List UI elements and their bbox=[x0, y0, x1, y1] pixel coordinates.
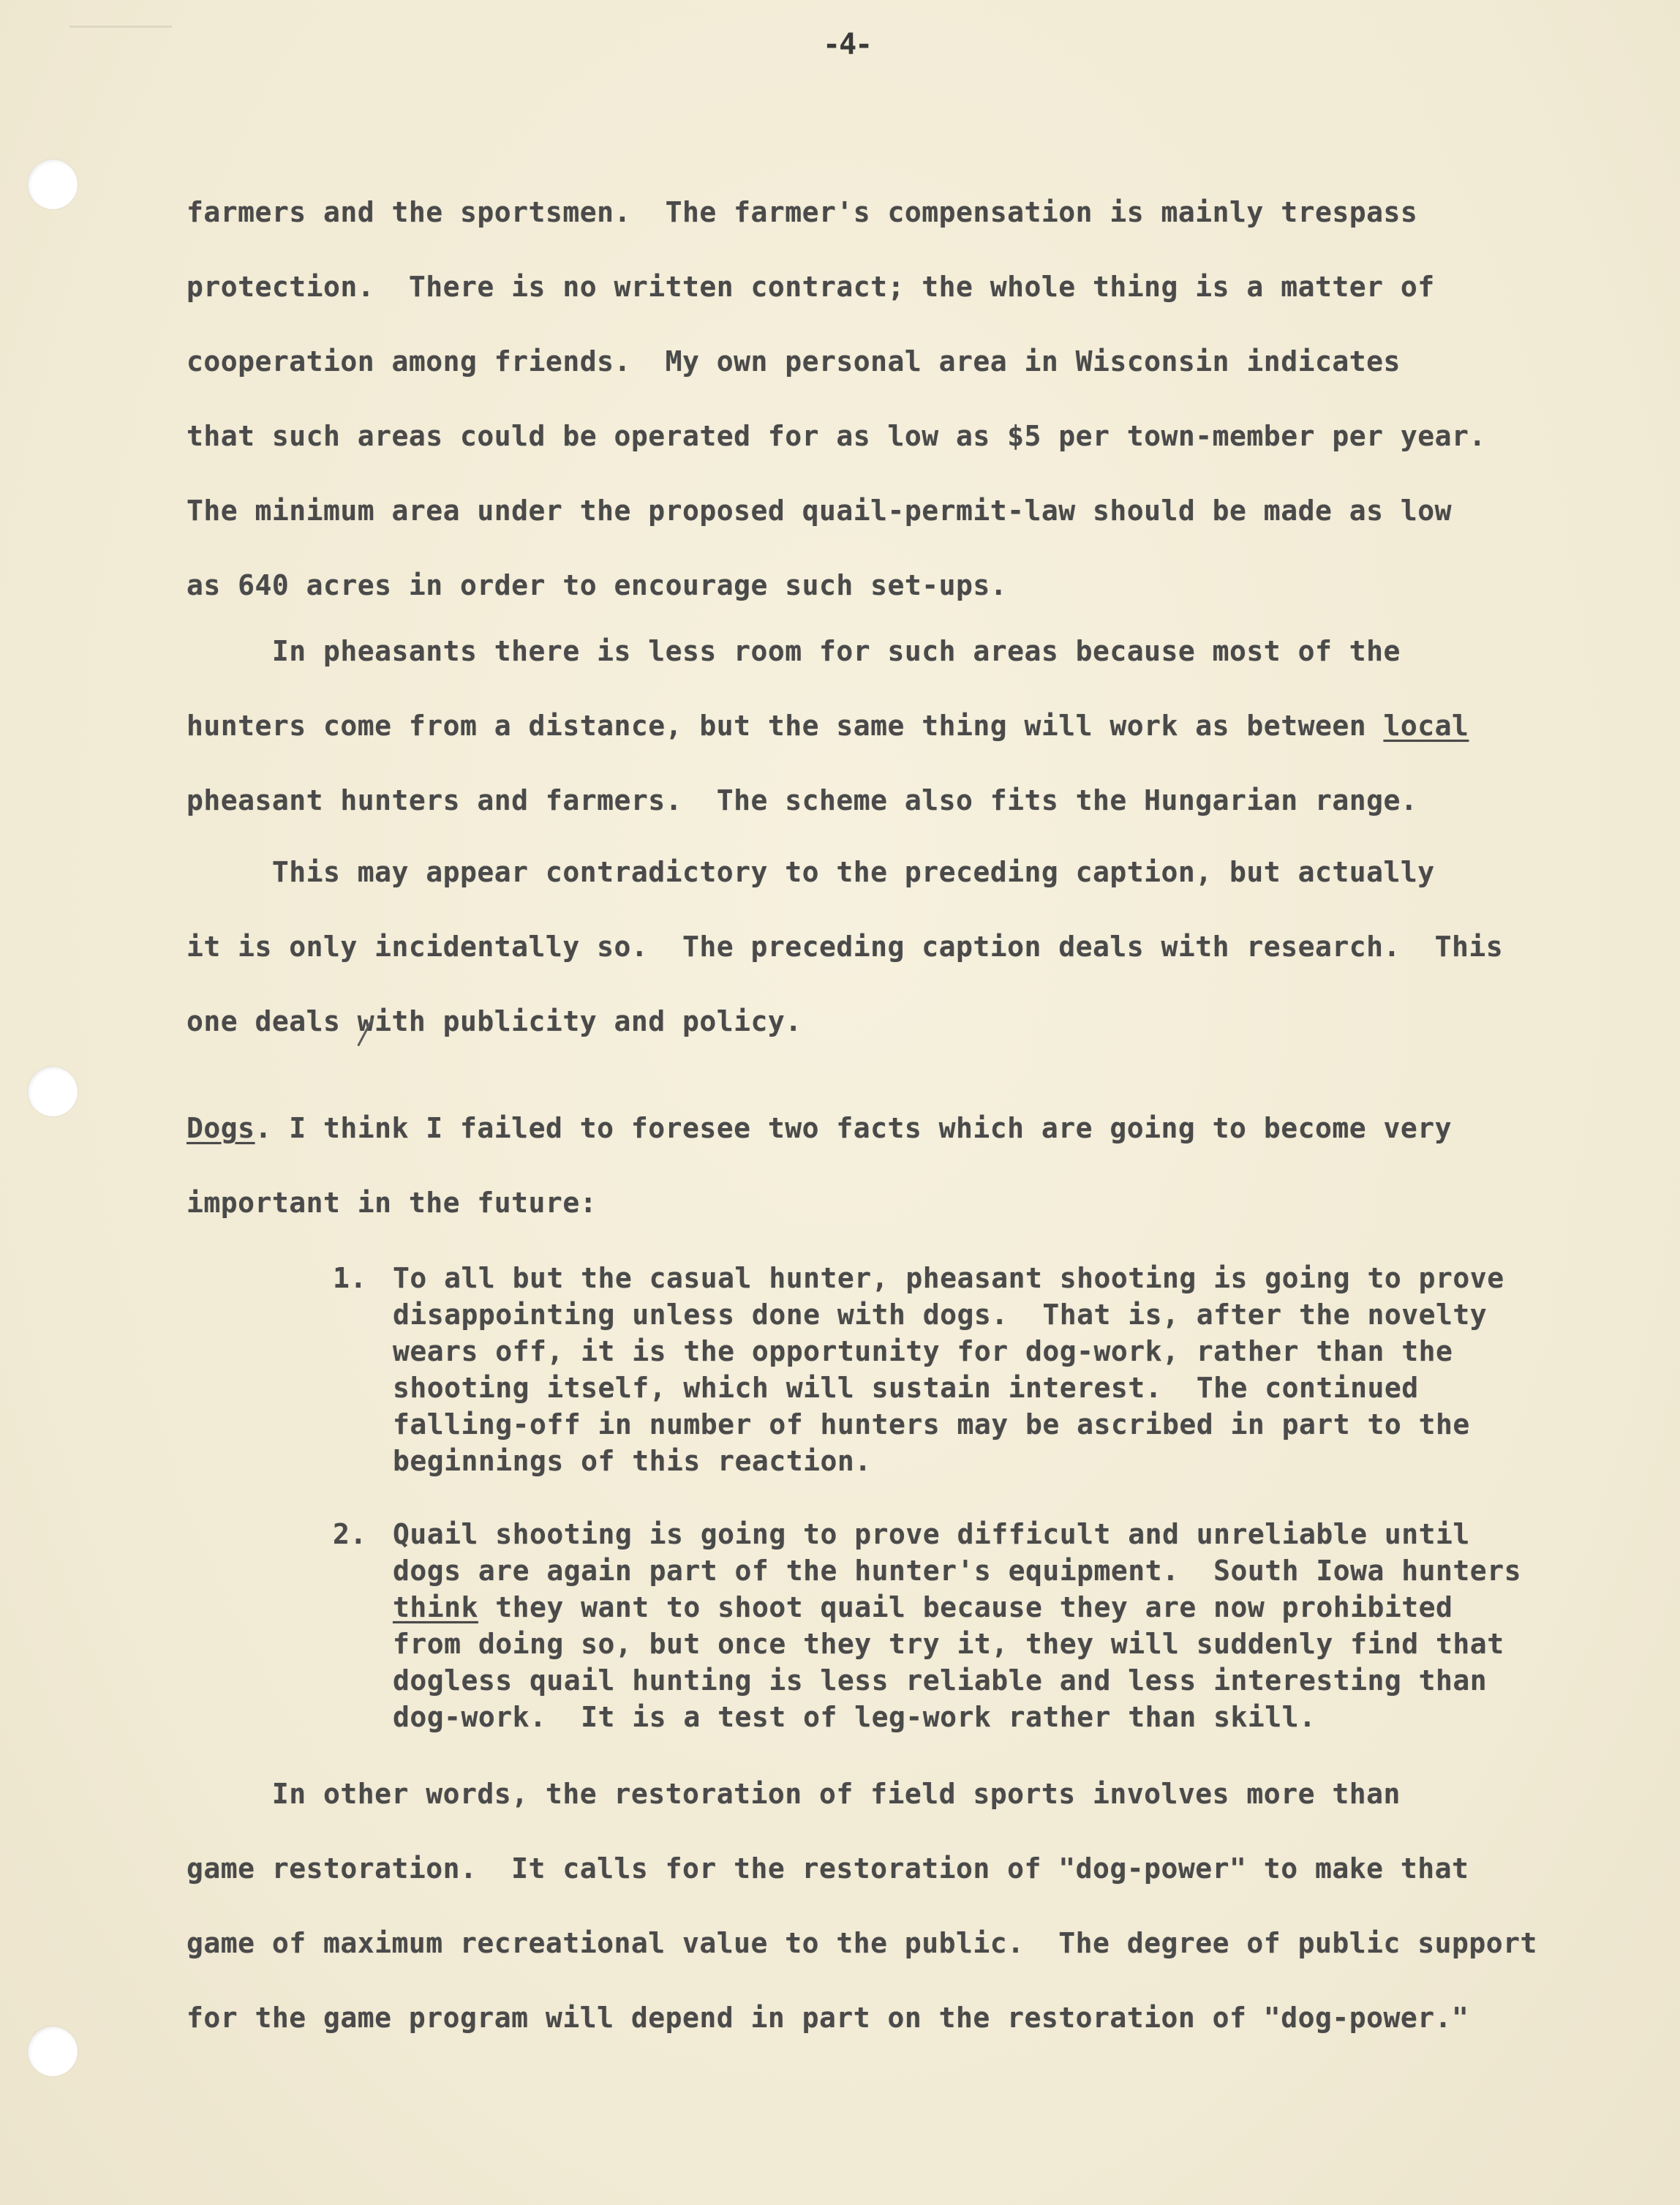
paragraph-conclusion bbox=[187, 1778, 1537, 2076]
punch-hole-middle bbox=[28, 1067, 78, 1116]
text-line: Quail shooting is going to prove difficult and unreliable until bbox=[393, 1518, 1470, 1550]
section-heading-dogs: Dogs bbox=[187, 1112, 255, 1144]
text-line: as 640 acres in order to encourage such set-ups. bbox=[187, 569, 1008, 601]
text-line: protection. There is no written contract; the whole thing is a matter of bbox=[187, 271, 1435, 303]
text-line: In other words, the restoration of field sports involves more than bbox=[187, 1778, 1401, 1810]
list-number: 1. bbox=[333, 1262, 367, 1294]
text-segment: they want to shoot quail because they are now prohibited bbox=[478, 1591, 1453, 1623]
text-line: shooting itself, which will sustain interest. The continued bbox=[393, 1372, 1419, 1404]
text-line: dog-work. It is a test of leg-work rather than skill. bbox=[393, 1701, 1316, 1733]
text-line bbox=[187, 710, 1469, 784]
text-line: for the game program will depend in part on the restoration of "dog-power." bbox=[187, 2002, 1469, 2034]
text-line: disappointing unless done with dogs. That is, after the novelty bbox=[393, 1299, 1488, 1331]
text-segment: hunters come from a distance, but the same thing will work as between bbox=[187, 710, 1384, 742]
list-item-body bbox=[393, 1262, 1504, 1481]
text-line: In pheasants there is less room for such areas because most of the bbox=[187, 635, 1401, 667]
text-line: cooperation among friends. My own personal area in Wisconsin indicates bbox=[187, 345, 1401, 377]
text-line: that such areas could be operated for as low as $5 per town-member per year. bbox=[187, 420, 1486, 452]
paragraph-contradictory bbox=[187, 856, 1503, 1080]
text-line: from doing so, but once they try it, they will suddenly find that bbox=[393, 1628, 1504, 1660]
text-line: farmers and the sportsmen. The farmer's compensation is mainly trespass bbox=[187, 196, 1418, 228]
paragraph-pheasants bbox=[187, 635, 1469, 859]
text-line: falling-off in number of hunters may be ascribed in part to the bbox=[393, 1408, 1470, 1440]
text-line: This may appear contradictory to the preceding caption, but actually bbox=[187, 856, 1435, 888]
list-item-body bbox=[393, 1518, 1521, 1738]
text-line: beginnings of this reaction. bbox=[393, 1445, 872, 1477]
paragraph-dogs bbox=[187, 1112, 1452, 1261]
text-line: game restoration. It calls for the restoration of "dog-power" to make that bbox=[187, 1852, 1469, 1885]
text-line: dogs are again part of the hunter's equipment. South Iowa hunters bbox=[393, 1555, 1521, 1587]
text-line: The minimum area under the proposed quail-permit-law should be made as low bbox=[187, 495, 1452, 527]
text-line: pheasant hunters and farmers. The scheme also fits the Hungarian range. bbox=[187, 784, 1418, 816]
punch-hole-top bbox=[28, 159, 78, 209]
text-line: wears off, it is the opportunity for dog-work, rather than the bbox=[393, 1335, 1453, 1367]
text-segment: . I think I failed to foresee two facts which are going to become very bbox=[255, 1112, 1452, 1144]
list-number: 2. bbox=[333, 1518, 367, 1550]
text-line: To all but the casual hunter, pheasant shooting is going to prove bbox=[393, 1262, 1504, 1294]
text-line: dogless quail hunting is less reliable and less interesting than bbox=[393, 1664, 1488, 1697]
text-line bbox=[187, 1112, 1452, 1187]
underlined-word-local: local bbox=[1383, 710, 1469, 742]
underlined-word-think: think bbox=[393, 1591, 478, 1623]
text-line: important in the future: bbox=[187, 1187, 598, 1219]
text-line: it is only incidentally so. The preceding caption deals with research. This bbox=[187, 931, 1504, 963]
page-number: -4- bbox=[823, 28, 872, 61]
text-line: game of maximum recreational value to the public. The degree of public support bbox=[187, 1927, 1537, 1959]
paragraph-compensation bbox=[187, 196, 1486, 644]
punch-hole-bottom bbox=[28, 2026, 78, 2076]
text-line bbox=[393, 1591, 1521, 1628]
text-line: one deals with publicity and policy. bbox=[187, 1005, 802, 1037]
paper-edge-mark bbox=[69, 26, 172, 28]
